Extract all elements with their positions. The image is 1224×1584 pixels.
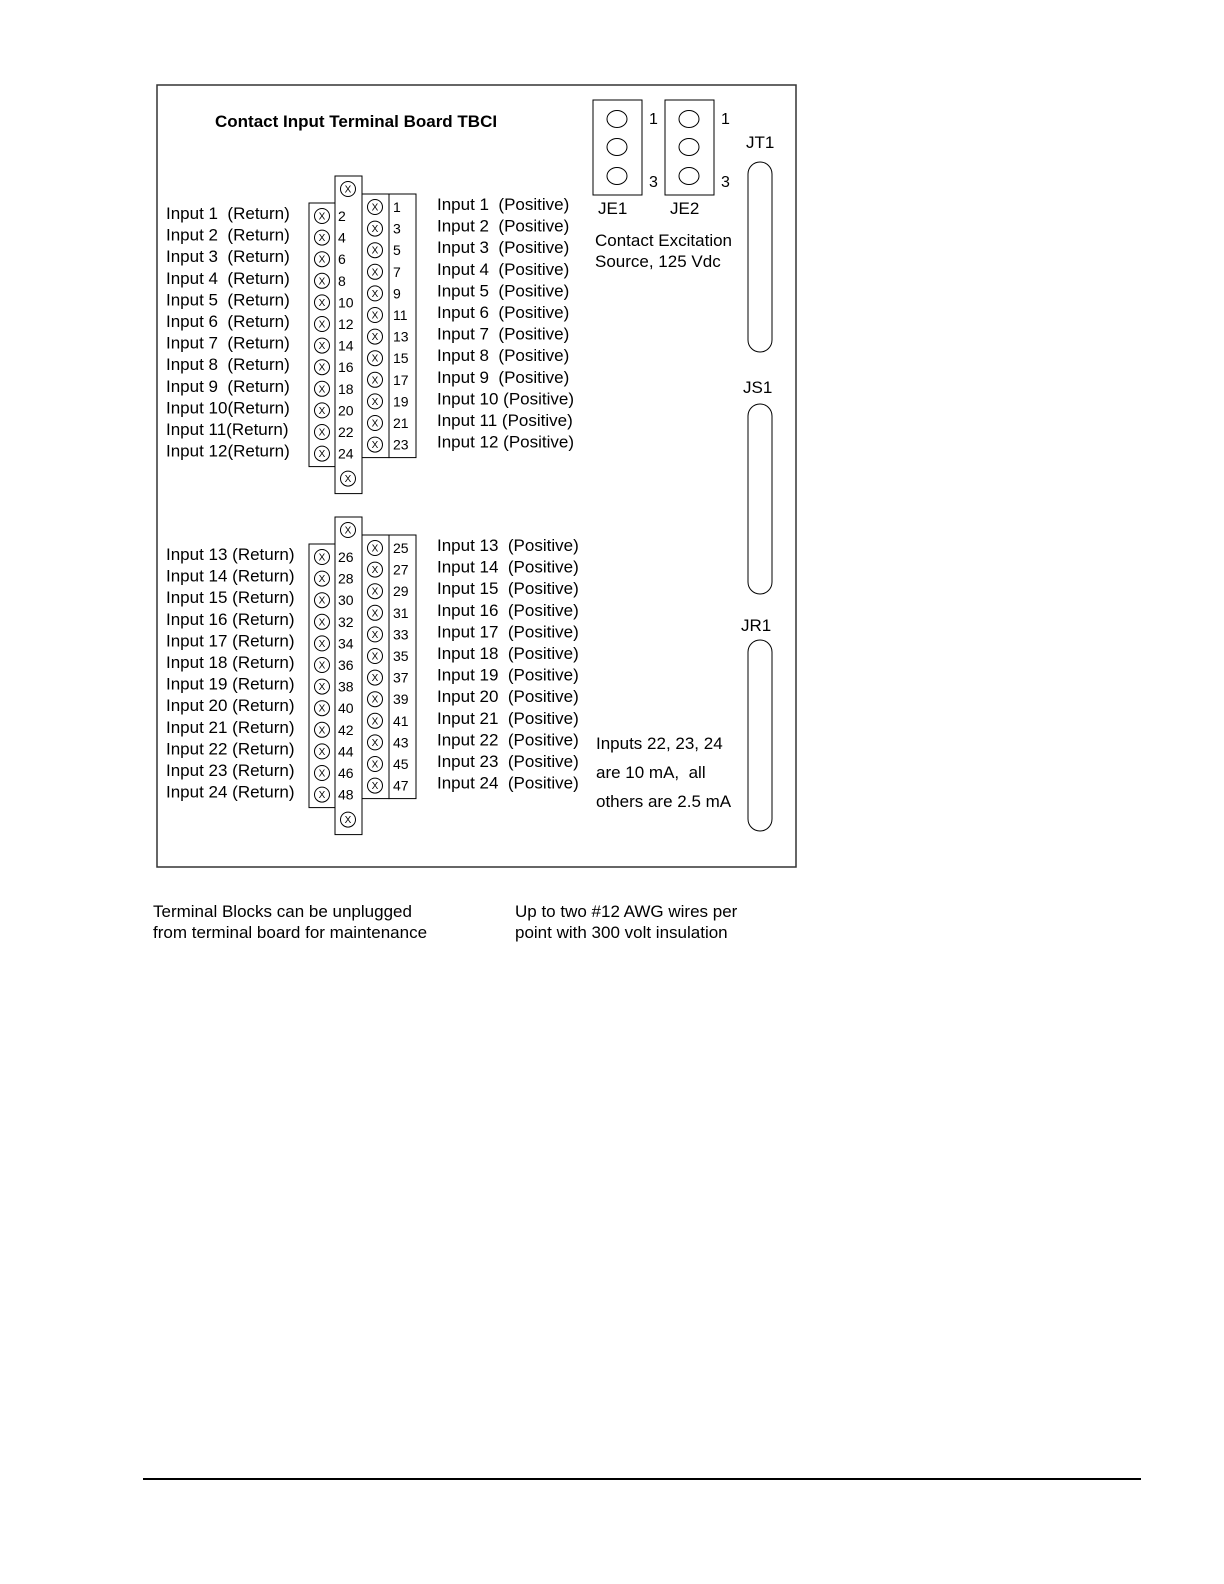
screw-mark: X [318, 449, 326, 461]
positive-label: Input 15 (Positive) [437, 579, 579, 599]
jumper-pin-top-number: 1 [649, 111, 658, 128]
screw-icon [315, 636, 330, 651]
screw-mark: X [318, 682, 326, 694]
positive-label: Input 10 (Positive) [437, 389, 575, 409]
positive-terminal-number: 45 [393, 756, 409, 772]
positive-label: Input 4 (Positive) [437, 259, 570, 279]
screw-icon [315, 381, 330, 396]
return-label: Input 17 (Return) [166, 631, 295, 651]
positive-terminal-number: 23 [393, 436, 409, 453]
screw-mark: X [371, 586, 379, 598]
board-title: Contact Input Terminal Board TBCI [215, 112, 498, 131]
screw-icon [368, 308, 383, 323]
return-label: Input 16 (Return) [166, 609, 295, 629]
positive-terminal-number: 35 [393, 648, 409, 664]
caption-unplug-line-1: Terminal Blocks can be unplugged [153, 902, 412, 921]
return-label: Input 11(Return) [166, 420, 289, 439]
positive-label: Input 6 (Positive) [437, 303, 570, 322]
screw-icon [315, 252, 330, 267]
return-terminal-number: 20 [338, 402, 354, 419]
caption-unplug [153, 901, 427, 943]
screw-mark: X [371, 651, 379, 663]
return-terminal-number: 10 [338, 294, 354, 311]
positive-terminal-number: 3 [393, 220, 401, 237]
screw-mark: X [371, 245, 379, 257]
screw-icon [368, 264, 383, 279]
jumper-pin [679, 168, 699, 185]
return-terminal-number: 48 [338, 786, 354, 803]
screw-icon [315, 273, 330, 288]
screw-icon [368, 221, 383, 236]
screw-mark: X [371, 353, 379, 365]
screw-icon [368, 692, 383, 707]
screw-mark: X [371, 224, 379, 236]
return-label: Input 21 (Return) [166, 717, 295, 737]
screw-mark: X [371, 759, 379, 771]
screw-icon [368, 200, 383, 215]
positive-label: Input 8 (Positive) [437, 346, 570, 366]
jumper-pin-bottom-number: 3 [721, 174, 730, 191]
screw-icon [368, 735, 383, 750]
screw-mark: X [371, 267, 379, 279]
screw-mark: X [371, 565, 379, 577]
screw-mark: X [371, 310, 379, 322]
screw-icon [315, 787, 330, 802]
screw-icon [315, 571, 330, 586]
screw-icon [315, 722, 330, 737]
return-terminal-number: 36 [338, 657, 354, 673]
return-label: Input 20 (Return) [166, 696, 295, 716]
screw-icon [315, 679, 330, 694]
caption-wires-line-1: Up to two #12 AWG wires per [515, 902, 738, 921]
screw-mark: X [318, 233, 326, 245]
return-label: Input 3 (Return) [166, 247, 290, 267]
connector-body [748, 404, 772, 594]
positive-terminal-number: 29 [393, 583, 409, 600]
return-terminal-number: 6 [338, 251, 346, 268]
connector-name: JR1 [741, 616, 772, 635]
screw-mark: X [344, 184, 352, 196]
screw-mark: X [371, 629, 379, 641]
return-terminal-number: 16 [338, 359, 354, 376]
current-note-line: others are 2.5 mA [596, 792, 732, 811]
positive-terminal-number: 5 [393, 242, 401, 259]
screw-icon [341, 182, 356, 197]
screw-mark: X [318, 362, 326, 374]
screw-mark: X [318, 427, 326, 439]
screw-icon [368, 437, 383, 452]
return-label: Input 14 (Return) [166, 566, 295, 586]
screw-mark: X [371, 608, 379, 620]
return-terminal-number: 26 [338, 549, 354, 565]
screw-icon [368, 286, 383, 301]
screw-icon [341, 812, 356, 827]
positive-terminal-number: 7 [393, 263, 401, 280]
return-terminal-number: 28 [338, 570, 354, 587]
screw-mark: X [318, 703, 326, 715]
return-label: Input 10(Return) [166, 398, 290, 418]
screw-mark: X [318, 319, 326, 331]
screw-mark: X [371, 202, 379, 214]
connector-name: JT1 [746, 133, 775, 152]
positive-terminal-number: 27 [393, 561, 409, 578]
screw-icon [315, 209, 330, 224]
screw-mark: X [371, 543, 379, 555]
screw-mark: X [371, 737, 379, 749]
screw-mark: X [371, 716, 379, 728]
screw-icon [368, 670, 383, 685]
return-label: Input 15 (Return) [166, 588, 295, 608]
caption-wires [515, 901, 737, 943]
positive-label: Input 21 (Positive) [437, 708, 579, 728]
jumper-group [593, 100, 730, 218]
screw-mark: X [318, 725, 326, 737]
current-note-line: are 10 mA, all [596, 763, 706, 782]
screw-mark: X [318, 746, 326, 758]
jumper-pin [679, 111, 699, 128]
positive-terminal-number: 25 [393, 540, 409, 556]
return-terminal-number: 32 [338, 613, 354, 630]
terminal-block-2 [166, 517, 579, 835]
jumper-je2 [665, 100, 730, 218]
positive-terminal-number: 19 [393, 393, 409, 410]
positive-terminal-number: 17 [393, 371, 409, 388]
positive-terminal-number: 37 [393, 669, 409, 686]
return-terminal-number: 34 [338, 635, 354, 652]
positive-label: Input 5 (Positive) [437, 281, 570, 301]
positive-label: Input 3 (Positive) [437, 238, 570, 258]
return-terminal-number: 12 [338, 316, 354, 332]
return-label: Input 22 (Return) [166, 739, 295, 759]
caption-unplug-line-2: from terminal board for maintenance [153, 923, 428, 942]
return-label: Input 8 (Return) [166, 355, 290, 375]
screw-mark: X [318, 552, 326, 564]
screw-icon [368, 394, 383, 409]
connector-body [748, 640, 772, 831]
screw-icon [315, 317, 330, 332]
positive-label: Input 24 (Positive) [437, 773, 579, 793]
return-label: Input 7 (Return) [166, 333, 290, 353]
screw-mark: X [371, 396, 379, 408]
positive-label: Input 11 (Positive) [437, 411, 573, 430]
screw-mark: X [344, 525, 352, 537]
return-terminal-number: 30 [338, 592, 354, 609]
positive-terminal-number: 33 [393, 626, 409, 643]
screw-icon [368, 243, 383, 258]
screw-icon [368, 757, 383, 772]
positive-label: Input 23 (Positive) [437, 752, 579, 771]
positive-label: Input 2 (Positive) [437, 216, 570, 236]
positive-terminal-number: 31 [393, 604, 409, 621]
screw-mark: X [371, 694, 379, 706]
positive-label: Input 7 (Positive) [437, 324, 570, 344]
current-note-line: Inputs 22, 23, 24 [596, 734, 723, 753]
jumper-pin [679, 139, 699, 156]
jumper-pin-top-number: 1 [721, 111, 730, 128]
screw-mark: X [318, 595, 326, 607]
screw-icon [315, 614, 330, 629]
connector-group [741, 133, 774, 831]
screw-icon [368, 351, 383, 366]
screw-mark: X [318, 254, 326, 266]
screw-mark: X [344, 474, 352, 486]
excitation-note-line: Contact Excitation [595, 231, 733, 250]
return-label: Input 12(Return) [166, 441, 290, 461]
positive-label: Input 12 (Positive) [437, 432, 575, 452]
positive-terminal-number: 9 [393, 285, 401, 302]
positive-terminal-number: 47 [393, 777, 409, 794]
screw-mark: X [344, 815, 352, 827]
return-label: Input 4 (Return) [166, 268, 290, 288]
screw-icon [368, 605, 383, 620]
positive-terminal-number: 41 [393, 712, 409, 729]
positive-terminal-number: 39 [393, 691, 409, 708]
screw-mark: X [318, 574, 326, 586]
positive-label: Input 1 (Positive) [437, 195, 570, 214]
return-terminal-number: 22 [338, 424, 354, 440]
return-label: Input 2 (Return) [166, 225, 290, 245]
positive-terminal-number: 15 [393, 350, 409, 367]
jumper-je1 [593, 100, 658, 218]
screw-icon [368, 562, 383, 577]
jumper-name: JE2 [670, 199, 700, 218]
return-label: Input 18 (Return) [166, 653, 295, 672]
screw-icon [315, 295, 330, 310]
positive-terminal-number: 1 [393, 199, 401, 215]
positive-label: Input 9 (Positive) [437, 367, 570, 387]
connector-js1 [743, 378, 772, 594]
return-terminal-number: 40 [338, 700, 354, 717]
excitation-note-line: Source, 125 Vdc [595, 252, 721, 271]
jumper-pin [607, 139, 627, 156]
screw-icon [368, 416, 383, 431]
positive-label: Input 20 (Positive) [437, 687, 579, 707]
return-terminal-number: 2 [338, 208, 346, 224]
screw-mark: X [371, 440, 379, 452]
screw-icon [315, 550, 330, 565]
return-terminal-number: 8 [338, 272, 346, 289]
return-label: Input 19 (Return) [166, 674, 295, 694]
positive-terminal-number: 11 [393, 307, 408, 323]
screw-icon [315, 701, 330, 716]
positive-label: Input 16 (Positive) [437, 600, 579, 620]
screw-mark: X [318, 660, 326, 672]
screw-icon [315, 425, 330, 440]
return-terminal-number: 42 [338, 721, 354, 738]
screw-mark: X [318, 790, 326, 802]
return-terminal-number: 14 [338, 337, 354, 354]
screw-mark: X [318, 768, 326, 780]
board-notes [595, 231, 732, 811]
screw-mark: X [318, 384, 326, 396]
return-label: Input 9 (Return) [166, 376, 290, 396]
screw-icon [315, 744, 330, 759]
return-label: Input 13 (Return) [166, 545, 295, 564]
screw-mark: X [318, 617, 326, 629]
positive-label: Input 14 (Positive) [437, 557, 579, 577]
return-label: Input 23 (Return) [166, 761, 295, 780]
return-terminal-number: 24 [338, 445, 354, 462]
screw-icon [368, 778, 383, 793]
screw-icon [368, 584, 383, 599]
return-terminal-number: 4 [338, 229, 346, 246]
screw-icon [368, 649, 383, 664]
screw-mark: X [318, 341, 326, 353]
screw-icon [368, 713, 383, 728]
screw-mark: X [318, 405, 326, 417]
screw-icon [315, 658, 330, 673]
positive-label: Input 18 (Positive) [437, 644, 579, 663]
screw-mark: X [371, 418, 379, 430]
connector-body [748, 162, 772, 352]
terminal-blocks [166, 176, 579, 835]
screw-mark: X [371, 375, 379, 387]
screw-mark: X [371, 288, 379, 300]
screw-icon [368, 329, 383, 344]
screw-icon [315, 593, 330, 608]
positive-label: Input 19 (Positive) [437, 665, 579, 685]
positive-terminal-number: 13 [393, 328, 409, 345]
return-label: Input 24 (Return) [166, 782, 295, 802]
screw-icon [315, 338, 330, 353]
screw-icon [368, 627, 383, 642]
screw-mark: X [318, 638, 326, 650]
connector-name: JS1 [743, 378, 773, 397]
positive-label: Input 13 (Positive) [437, 536, 579, 555]
jumper-pin [607, 111, 627, 128]
terminal-block-1 [166, 176, 574, 494]
screw-mark: X [318, 276, 326, 288]
screw-mark: X [318, 297, 326, 309]
screw-icon [341, 471, 356, 486]
return-terminal-number: 46 [338, 765, 354, 781]
screw-icon [315, 766, 330, 781]
positive-label: Input 22 (Positive) [437, 730, 579, 750]
screw-icon [315, 230, 330, 245]
screw-icon [315, 446, 330, 461]
positive-terminal-number: 21 [393, 415, 409, 431]
connector-jt1 [746, 133, 774, 352]
footer-rule [143, 1478, 1141, 1480]
screw-icon [368, 541, 383, 556]
return-terminal-number: 38 [338, 678, 354, 695]
return-label: Input 6 (Return) [166, 312, 290, 331]
return-label: Input 5 (Return) [166, 290, 290, 310]
return-terminal-number: 18 [338, 380, 354, 397]
jumper-pin-bottom-number: 3 [649, 174, 658, 191]
positive-terminal-number: 43 [393, 734, 409, 751]
screw-mark: X [371, 332, 379, 344]
screw-icon [341, 523, 356, 538]
return-label: Input 1 (Return) [166, 204, 290, 223]
screw-mark: X [371, 673, 379, 685]
caption-wires-line-2: point with 300 volt insulation [515, 923, 728, 942]
jumper-name: JE1 [598, 199, 628, 218]
positive-label: Input 17 (Positive) [437, 622, 579, 642]
return-terminal-number: 44 [338, 743, 354, 760]
screw-icon [315, 360, 330, 375]
screw-icon [315, 403, 330, 418]
connector-jr1 [741, 616, 772, 831]
screw-mark: X [371, 781, 379, 793]
screw-mark: X [318, 211, 326, 223]
screw-icon [368, 372, 383, 387]
jumper-pin [607, 168, 627, 185]
